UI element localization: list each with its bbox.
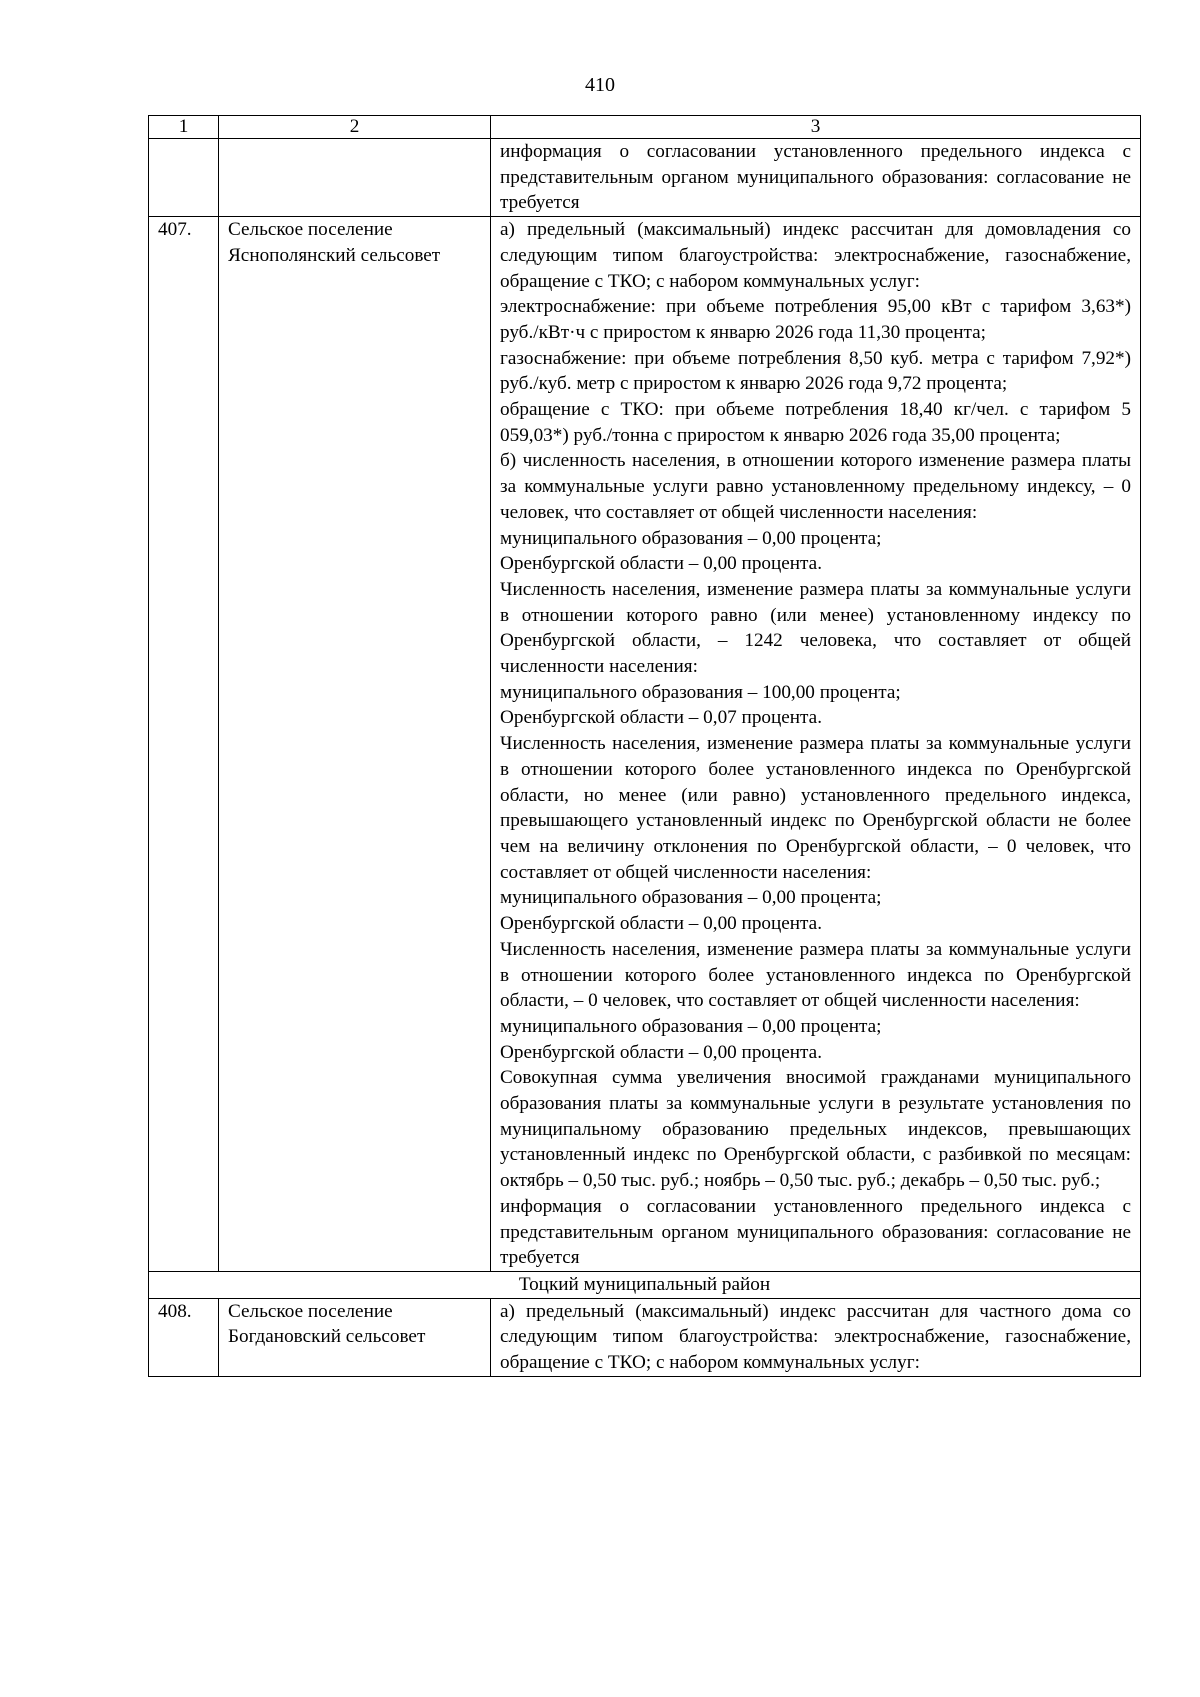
paragraph: а) предельный (максимальный) индекс рассчитан для домовладения со следующим типом благоустройства: электроснабжение, газоснабжение, обращение с ТКО; с набором коммунальных услуг: [500,219,1131,292]
paragraph: Оренбургской области – 0,07 процента. [500,707,822,729]
paragraph: Численность населения, изменение размера платы за коммунальные услуги в отношении которого равно (или менее) установленному индексу по Оренбургской области, – 1242 человека, что составляет от общей численности населения: [500,578,1131,678]
settlement-name-line-2: Богдановский сельсовет [228,1326,426,1348]
paragraph: муниципального образования – 100,00 процента; [500,681,901,703]
table-row-407 [149,217,1141,1272]
district-name: Тоцкий муниципальный район [149,1271,1141,1298]
paragraph: муниципального образования – 0,00 процента; [500,527,882,549]
paragraph: газоснабжение: при объеме потребления 8,50 куб. метра с тарифом 7,92*) руб./куб. метр с приростом к январю 2026 года 9,72 процента; [500,347,1131,395]
table-header-row [149,116,1141,139]
settlement-name-line-1: Сельское поселение [228,219,393,241]
row-number: 408. [149,1298,219,1376]
continuation-row [149,139,1141,217]
document-table [148,115,1141,1377]
continuation-paragraph: информация о согласовании установленного предельного индекса с представительным органом муниципального образования: согласование не требуется [500,141,1131,214]
header-col-2: 2 [219,116,491,139]
settlement-name-line-2: Яснополянский сельсовет [228,244,441,266]
paragraph: Оренбургской области – 0,00 процента. [500,1041,822,1063]
continuation-num-cell [149,139,219,217]
page-number: 410 [585,74,615,96]
header-col-3: 3 [491,116,1141,139]
paragraph: электроснабжение: при объеме потребления 95,00 кВт с тарифом 3,63*) руб./кВт·ч с приростом к январю 2026 года 11,30 процента; [500,296,1131,343]
district-row [149,1271,1141,1298]
row-number: 407. [149,217,219,1272]
paragraph: Оренбургской области – 0,00 процента. [500,913,822,935]
paragraph: Численность населения, изменение размера платы за коммунальные услуги в отношении которого более установленного индекса по Оренбургской области, – 0 человек, что составляет от общей численности населения: [500,938,1131,1012]
continuation-name-cell [219,139,491,217]
paragraph: а) предельный (максимальный) индекс рассчитан для частного дома со следующим типом благоустройства: электроснабжение, газоснабжение, обращение с ТКО; с набором коммунальных услуг: [500,1300,1131,1374]
settlement-name-line-1: Сельское поселение [228,1300,393,1322]
settlement-name [219,1298,491,1376]
header-col-1: 1 [149,116,219,139]
continuation-content-cell [491,139,1141,217]
index-details [491,1298,1141,1376]
paragraph: муниципального образования – 0,00 процента; [500,887,882,909]
paragraph: информация о согласовании установленного предельного индекса с представительным органом муниципального образования: согласование не требуется [500,1195,1131,1269]
paragraph: Оренбургской области – 0,00 процента. [500,553,822,575]
paragraph: обращение с ТКО: при объеме потребления 18,40 кг/чел. с тарифом 5 059,03*) руб./тонна с приростом к январю 2026 года 35,00 процента; [500,399,1131,446]
paragraph: муниципального образования – 0,00 процента; [500,1015,882,1037]
paragraph: Численность населения, изменение размера платы за коммунальные услуги в отношении которого более установленного индекса по Оренбургской области, но менее (или равно) установленного предельного индекса, превышающего установленный индекс по Оренбургской области не более чем на величину отклонения по Оренбургской области, – 0 человек, что составляет от общей численности населения: [500,733,1131,883]
table-row-408 [149,1298,1141,1376]
paragraph: б) численность населения, в отношении которого изменение размера платы за коммунальные услуги равно установленному предельному индексу, – 0 человек, что составляет от общей численности населения: [500,450,1131,523]
settlement-name [219,217,491,1272]
index-details [491,217,1141,1272]
paragraph: Совокупная сумма увеличения вносимой гражданами муниципального образования платы за коммунальные услуги в результате установления по муниципальному образованию предельных индексов, превышающих установленный индекс по Оренбургской области, с разбивкой по месяцам: октябрь – 0,50 тыс. руб.; ноябрь – 0,50 тыс. руб.; декабрь – 0,50 тыс. руб.; [500,1067,1131,1192]
